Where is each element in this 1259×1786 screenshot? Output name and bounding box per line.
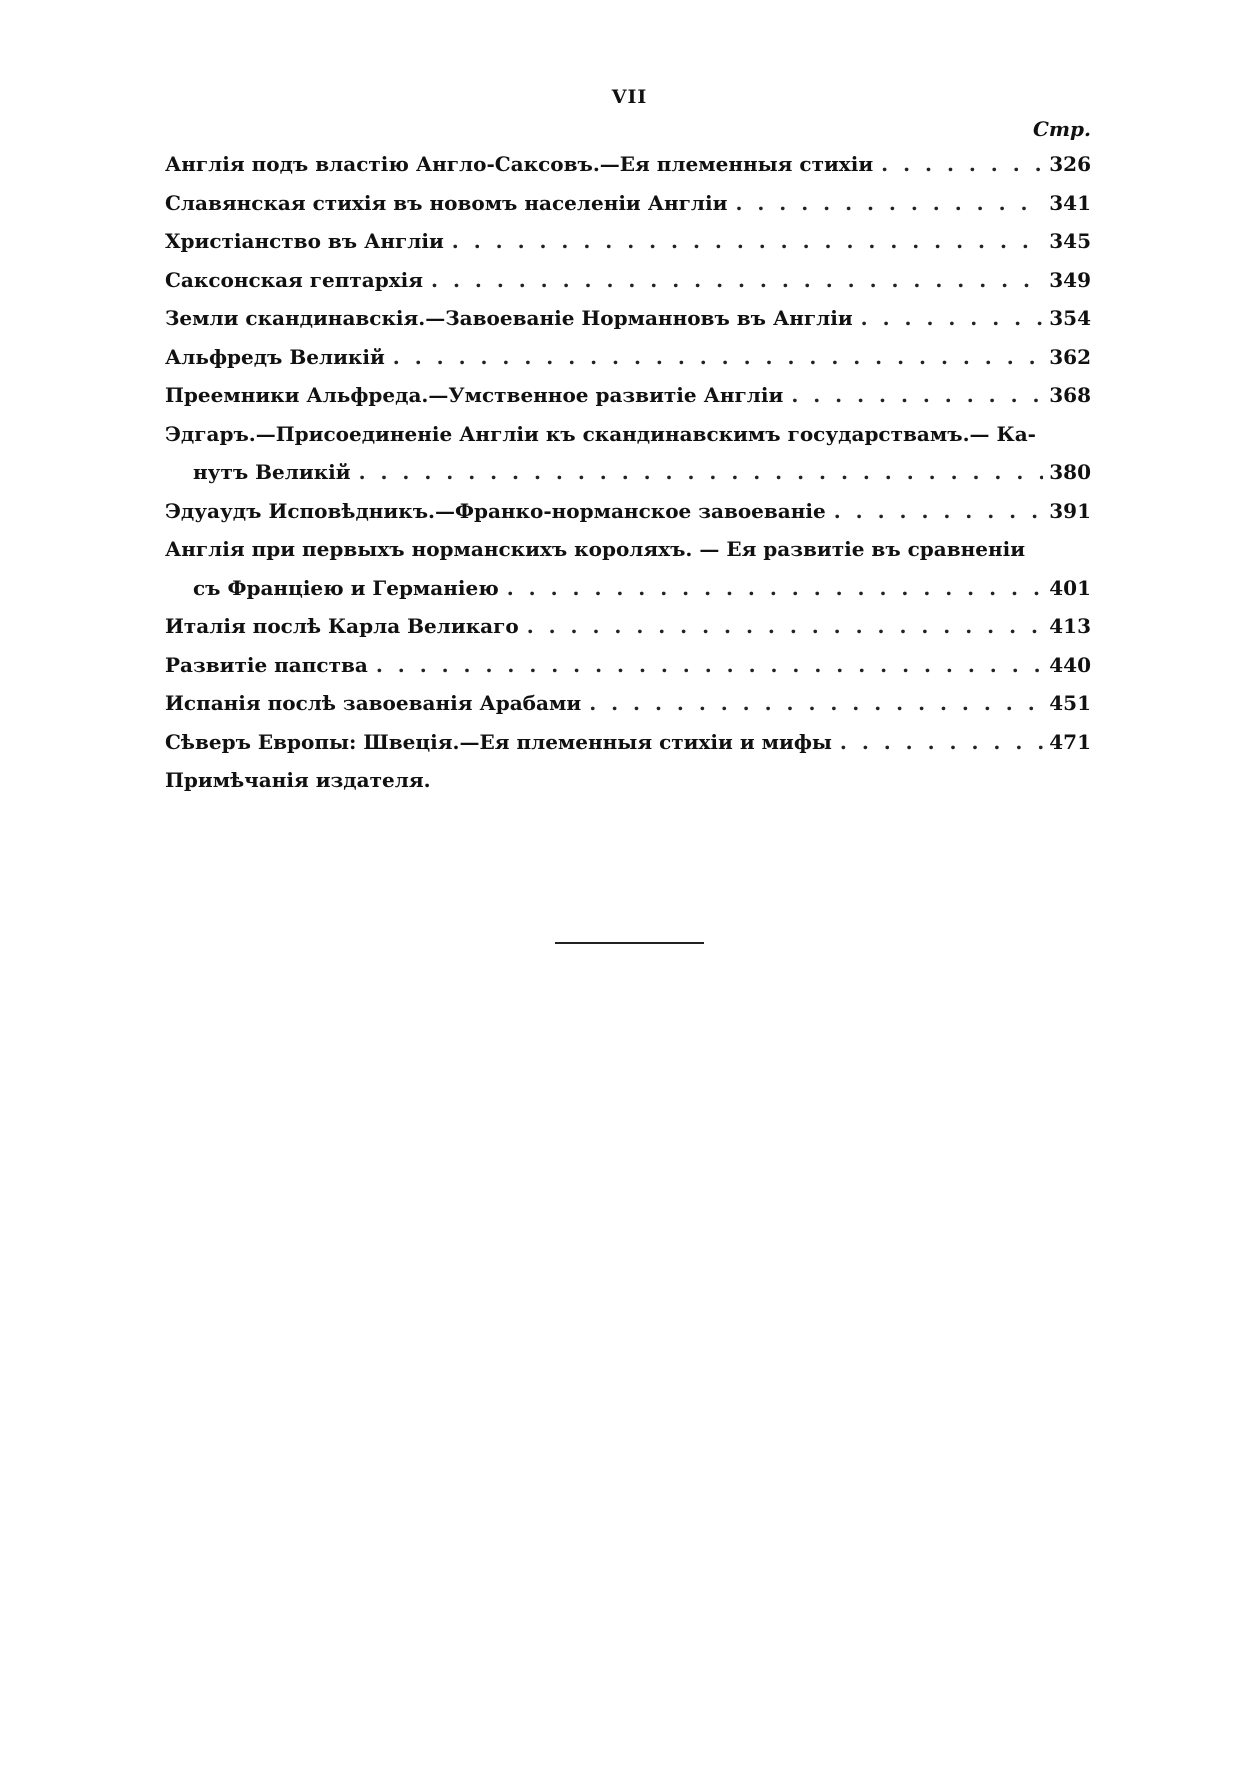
toc-entry-title: нутъ Великій bbox=[193, 460, 351, 484]
toc-entry bbox=[165, 338, 1091, 377]
dot-leader bbox=[834, 492, 1044, 531]
toc-entry-page: 471 bbox=[1049, 729, 1091, 754]
dot-leader bbox=[507, 569, 1044, 608]
toc-entry-line bbox=[165, 684, 1091, 723]
toc-entry-title: Альфредъ Великій bbox=[165, 344, 385, 369]
toc-entry-page: 326 bbox=[1049, 152, 1091, 176]
toc-entry bbox=[165, 723, 1091, 762]
toc-entry-title: Преемники Альфреда.—Умственное развитіе Англіи bbox=[165, 383, 784, 407]
toc-entry-page: 345 bbox=[1049, 229, 1091, 253]
toc-entry-page: 391 bbox=[1049, 498, 1091, 523]
toc-entry-page: 380 bbox=[1049, 460, 1091, 484]
toc-entry-page: 413 bbox=[1049, 614, 1091, 638]
toc-entry bbox=[165, 530, 1091, 607]
toc-entry-title: Эдгаръ.—Присоединеніе Англіи къ скандинавскимъ государствамъ.— Ка- bbox=[165, 421, 1036, 446]
toc-entry bbox=[165, 299, 1091, 338]
toc-entry bbox=[165, 646, 1091, 685]
toc-entry-title: Испанія послѣ завоеванія Арабами bbox=[165, 691, 582, 715]
toc-entry-title: Христіанство въ Англіи bbox=[165, 229, 444, 253]
dot-leader bbox=[376, 646, 1043, 685]
toc-entry-line bbox=[165, 415, 1091, 454]
dot-leader bbox=[735, 184, 1043, 223]
toc-entry-title: Англія подъ властію Англо-Саксовъ.—Ея племенныя стихіи bbox=[165, 152, 874, 176]
toc-entry-title: Примѣчанія издателя. bbox=[165, 768, 431, 792]
dot-leader bbox=[840, 723, 1043, 762]
toc-entry-page: 362 bbox=[1049, 344, 1091, 369]
toc-entry bbox=[165, 222, 1091, 261]
toc-entry-page: 401 bbox=[1049, 575, 1091, 600]
page-number: VII bbox=[611, 86, 648, 108]
toc-entry bbox=[165, 145, 1091, 184]
toc-entry-page: 349 bbox=[1049, 267, 1091, 292]
toc-entry-page: 354 bbox=[1049, 306, 1091, 330]
dot-leader bbox=[881, 145, 1043, 184]
closing-rule bbox=[555, 942, 704, 944]
toc-entry-line bbox=[165, 376, 1091, 415]
toc-entry bbox=[165, 492, 1091, 531]
toc-entry-page: 451 bbox=[1049, 691, 1091, 715]
toc-entry-line bbox=[165, 530, 1091, 569]
table-of-contents bbox=[165, 145, 1091, 800]
toc-entry bbox=[165, 415, 1091, 492]
toc-entry-continuation bbox=[165, 453, 1091, 492]
toc-entry-line bbox=[165, 299, 1091, 338]
toc-entry-page: 341 bbox=[1049, 190, 1091, 215]
toc-entry bbox=[165, 607, 1091, 646]
toc-entry-title: Развитіе папства bbox=[165, 652, 368, 677]
page-column-header: Стр. bbox=[1032, 117, 1091, 141]
toc-entry-line bbox=[165, 184, 1091, 223]
toc-entry-title: Саксонская гептархія bbox=[165, 267, 424, 292]
dot-leader bbox=[589, 684, 1043, 723]
toc-entry bbox=[165, 376, 1091, 415]
toc-entry-line bbox=[165, 145, 1091, 184]
toc-entry-title: Сѣверъ Европы: Швеція.—Ея племенныя стихіи и мифы bbox=[165, 729, 832, 754]
toc-entry-line bbox=[165, 607, 1091, 646]
toc-entry-line bbox=[165, 338, 1091, 377]
toc-entry-title: съ Франціею и Германіею bbox=[193, 575, 499, 600]
toc-entry-page: 368 bbox=[1049, 383, 1091, 407]
toc-entry bbox=[165, 761, 1091, 800]
toc-entry-line bbox=[165, 646, 1091, 685]
toc-entry-line bbox=[165, 723, 1091, 762]
toc-entry-title: Эдуаудъ Исповѣдникъ.—Франко-норманское завоеваніе bbox=[165, 498, 826, 523]
toc-entry-title: Земли скандинавскія.—Завоеваніе Норманновъ въ Англіи bbox=[165, 306, 853, 330]
toc-entry-line bbox=[165, 261, 1091, 300]
toc-entry bbox=[165, 184, 1091, 223]
toc-entry bbox=[165, 684, 1091, 723]
dot-leader bbox=[431, 261, 1043, 300]
toc-entry-title: Италія послѣ Карла Великаго bbox=[165, 614, 519, 638]
dot-leader bbox=[527, 607, 1044, 646]
dot-leader bbox=[359, 453, 1044, 492]
toc-entry-line bbox=[165, 222, 1091, 261]
toc-entry-page: 440 bbox=[1049, 652, 1091, 677]
dot-leader bbox=[452, 222, 1043, 261]
toc-entry bbox=[165, 261, 1091, 300]
toc-entry-title: Славянская стихія въ новомъ населеніи Англіи bbox=[165, 190, 728, 215]
toc-entry-title: Англія при первыхъ норманскихъ короляхъ. — Ея развитіе въ сравненіи bbox=[165, 537, 1026, 561]
dot-leader bbox=[791, 376, 1043, 415]
toc-entry-line bbox=[165, 761, 1091, 800]
toc-entry-line bbox=[165, 492, 1091, 531]
dot-leader bbox=[393, 338, 1043, 377]
dot-leader bbox=[861, 299, 1044, 338]
toc-entry-continuation bbox=[165, 569, 1091, 608]
